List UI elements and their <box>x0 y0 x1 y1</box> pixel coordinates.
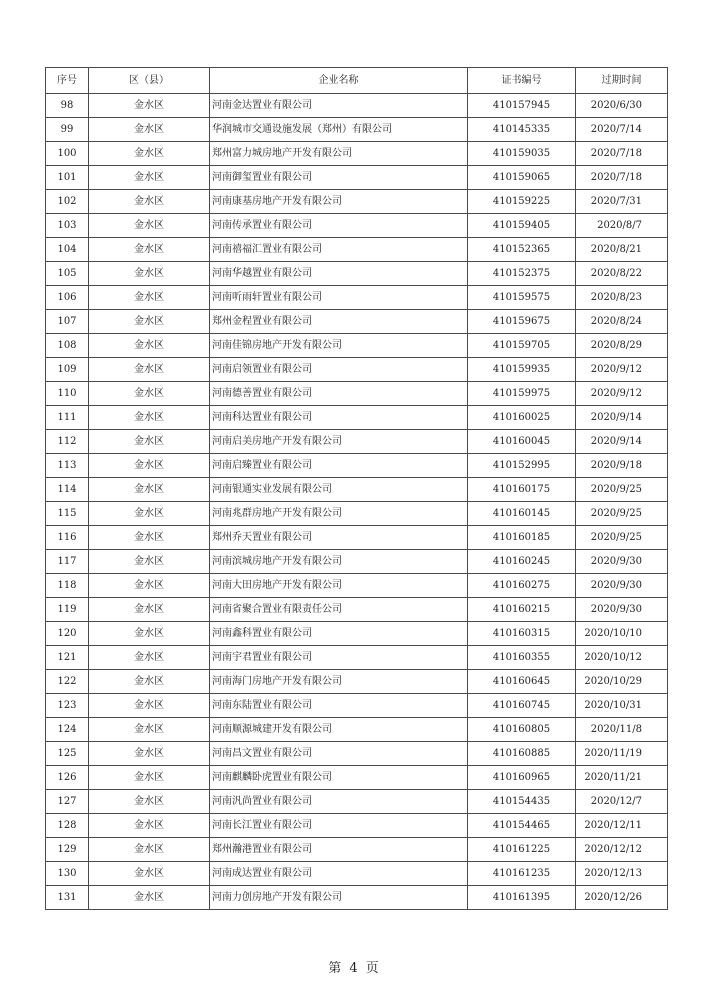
cell-seq: 131 <box>46 886 89 910</box>
cell-certificate-number: 410159705 <box>468 334 576 358</box>
cell-expiry-date: 2020/9/18 <box>576 454 668 478</box>
cell-expiry-date: 2020/10/29 <box>576 670 668 694</box>
cell-seq: 119 <box>46 598 89 622</box>
cell-certificate-number: 410152365 <box>468 238 576 262</box>
table-row <box>46 406 668 430</box>
cell-seq: 102 <box>46 190 89 214</box>
cell-seq: 118 <box>46 574 89 598</box>
cell-certificate-number: 410159065 <box>468 166 576 190</box>
cell-certificate-number: 410160315 <box>468 622 576 646</box>
header-company-name: 企业名称 <box>210 68 468 94</box>
cell-certificate-number: 410160145 <box>468 502 576 526</box>
cell-certificate-number: 410159675 <box>468 310 576 334</box>
cell-district: 金水区 <box>89 862 210 886</box>
cell-certificate-number: 410160965 <box>468 766 576 790</box>
cell-certificate-number: 410160275 <box>468 574 576 598</box>
cell-seq: 124 <box>46 718 89 742</box>
cell-company-name: 河南启美房地产开发有限公司 <box>210 430 468 454</box>
cell-seq: 110 <box>46 382 89 406</box>
cell-company-name: 河南麒麟卧虎置业有限公司 <box>210 766 468 790</box>
cell-seq: 114 <box>46 478 89 502</box>
cell-seq: 105 <box>46 262 89 286</box>
cell-district: 金水区 <box>89 670 210 694</box>
cell-certificate-number: 410161395 <box>468 886 576 910</box>
table-row <box>46 454 668 478</box>
cell-certificate-number: 410160175 <box>468 478 576 502</box>
cell-company-name: 河南传承置业有限公司 <box>210 214 468 238</box>
cell-district: 金水区 <box>89 502 210 526</box>
cell-certificate-number: 410159035 <box>468 142 576 166</box>
cell-company-name: 河南力创房地产开发有限公司 <box>210 886 468 910</box>
cell-company-name: 河南金达置业有限公司 <box>210 94 468 118</box>
table-row <box>46 646 668 670</box>
cell-certificate-number: 410160645 <box>468 670 576 694</box>
cell-seq: 98 <box>46 94 89 118</box>
cell-company-name: 河南宇君置业有限公司 <box>210 646 468 670</box>
cell-seq: 103 <box>46 214 89 238</box>
cell-expiry-date: 2020/12/12 <box>576 838 668 862</box>
cell-expiry-date: 2020/9/30 <box>576 550 668 574</box>
cell-seq: 108 <box>46 334 89 358</box>
cell-company-name: 河南成达置业有限公司 <box>210 862 468 886</box>
cell-district: 金水区 <box>89 430 210 454</box>
cell-certificate-number: 410160885 <box>468 742 576 766</box>
cell-expiry-date: 2020/10/12 <box>576 646 668 670</box>
cell-district: 金水区 <box>89 838 210 862</box>
cell-district: 金水区 <box>89 550 210 574</box>
cell-company-name: 河南东陆置业有限公司 <box>210 694 468 718</box>
cell-expiry-date: 2020/8/23 <box>576 286 668 310</box>
cell-seq: 104 <box>46 238 89 262</box>
cell-seq: 109 <box>46 358 89 382</box>
table-row <box>46 94 668 118</box>
cell-certificate-number: 410160025 <box>468 406 576 430</box>
cell-district: 金水区 <box>89 190 210 214</box>
table-row <box>46 430 668 454</box>
cell-company-name: 河南御玺置业有限公司 <box>210 166 468 190</box>
table-row <box>46 526 668 550</box>
cell-expiry-date: 2020/9/30 <box>576 574 668 598</box>
cell-certificate-number: 410160185 <box>468 526 576 550</box>
cell-certificate-number: 410159975 <box>468 382 576 406</box>
table-row <box>46 670 668 694</box>
cell-expiry-date: 2020/12/11 <box>576 814 668 838</box>
cell-district: 金水区 <box>89 334 210 358</box>
cell-expiry-date: 2020/11/21 <box>576 766 668 790</box>
cell-district: 金水区 <box>89 358 210 382</box>
cell-seq: 115 <box>46 502 89 526</box>
cell-expiry-date: 2020/12/7 <box>576 790 668 814</box>
cell-district: 金水区 <box>89 742 210 766</box>
page-number: 4 <box>349 961 358 976</box>
cell-certificate-number: 410161225 <box>468 838 576 862</box>
table-row <box>46 478 668 502</box>
cell-company-name: 河南华越置业有限公司 <box>210 262 468 286</box>
cell-district: 金水区 <box>89 406 210 430</box>
table-row <box>46 334 668 358</box>
cell-expiry-date: 2020/9/25 <box>576 502 668 526</box>
table-row <box>46 190 668 214</box>
cell-district: 金水区 <box>89 646 210 670</box>
cell-seq: 117 <box>46 550 89 574</box>
cell-company-name: 河南滨城房地产开发有限公司 <box>210 550 468 574</box>
table-row <box>46 214 668 238</box>
cell-company-name: 河南兆群房地产开发有限公司 <box>210 502 468 526</box>
cell-expiry-date: 2020/9/14 <box>576 406 668 430</box>
table-row <box>46 814 668 838</box>
cell-expiry-date: 2020/7/31 <box>576 190 668 214</box>
cell-expiry-date: 2020/7/18 <box>576 166 668 190</box>
cell-company-name: 郑州金程置业有限公司 <box>210 310 468 334</box>
cell-certificate-number: 410159575 <box>468 286 576 310</box>
registration-table <box>45 67 668 910</box>
cell-company-name: 郑州瀚港置业有限公司 <box>210 838 468 862</box>
cell-expiry-date: 2020/9/25 <box>576 526 668 550</box>
table-row <box>46 718 668 742</box>
cell-expiry-date: 2020/9/25 <box>576 478 668 502</box>
table-row <box>46 550 668 574</box>
cell-company-name: 河南海门房地产开发有限公司 <box>210 670 468 694</box>
cell-seq: 112 <box>46 430 89 454</box>
cell-expiry-date: 2020/8/21 <box>576 238 668 262</box>
cell-company-name: 河南德善置业有限公司 <box>210 382 468 406</box>
cell-district: 金水区 <box>89 886 210 910</box>
cell-expiry-date: 2020/7/14 <box>576 118 668 142</box>
cell-company-name: 郑州富力城房地产开发有限公司 <box>210 142 468 166</box>
table-row <box>46 502 668 526</box>
table-row <box>46 118 668 142</box>
table-row <box>46 862 668 886</box>
cell-seq: 106 <box>46 286 89 310</box>
cell-seq: 128 <box>46 814 89 838</box>
cell-expiry-date: 2020/7/18 <box>576 142 668 166</box>
cell-expiry-date: 2020/8/24 <box>576 310 668 334</box>
table-row <box>46 838 668 862</box>
cell-company-name: 河南汎尚置业有限公司 <box>210 790 468 814</box>
cell-seq: 113 <box>46 454 89 478</box>
table-header <box>46 68 668 94</box>
table-row <box>46 142 668 166</box>
cell-company-name: 河南昌文置业有限公司 <box>210 742 468 766</box>
cell-seq: 127 <box>46 790 89 814</box>
cell-expiry-date: 2020/9/12 <box>576 358 668 382</box>
cell-district: 金水区 <box>89 382 210 406</box>
header-district: 区（县） <box>89 68 210 94</box>
cell-seq: 107 <box>46 310 89 334</box>
cell-expiry-date: 2020/10/31 <box>576 694 668 718</box>
cell-company-name: 河南禧福汇置业有限公司 <box>210 238 468 262</box>
cell-certificate-number: 410159225 <box>468 190 576 214</box>
cell-expiry-date: 2020/9/30 <box>576 598 668 622</box>
cell-seq: 126 <box>46 766 89 790</box>
cell-company-name: 河南科达置业有限公司 <box>210 406 468 430</box>
cell-company-name: 河南银通实业发展有限公司 <box>210 478 468 502</box>
cell-company-name: 河南启领置业有限公司 <box>210 358 468 382</box>
cell-certificate-number: 410157945 <box>468 94 576 118</box>
cell-expiry-date: 2020/10/10 <box>576 622 668 646</box>
page-footer <box>0 957 707 976</box>
cell-expiry-date: 2020/9/14 <box>576 430 668 454</box>
cell-expiry-date: 2020/11/19 <box>576 742 668 766</box>
header-seq: 序号 <box>46 68 89 94</box>
cell-expiry-date: 2020/6/30 <box>576 94 668 118</box>
cell-certificate-number: 410160745 <box>468 694 576 718</box>
cell-seq: 122 <box>46 670 89 694</box>
cell-expiry-date: 2020/8/29 <box>576 334 668 358</box>
cell-certificate-number: 410145335 <box>468 118 576 142</box>
cell-expiry-date: 2020/8/7 <box>576 214 668 238</box>
cell-seq: 120 <box>46 622 89 646</box>
table-row <box>46 310 668 334</box>
cell-district: 金水区 <box>89 790 210 814</box>
cell-company-name: 华润城市交通设施发展（郑州）有限公司 <box>210 118 468 142</box>
cell-district: 金水区 <box>89 214 210 238</box>
cell-district: 金水区 <box>89 310 210 334</box>
cell-district: 金水区 <box>89 574 210 598</box>
table-row <box>46 286 668 310</box>
cell-district: 金水区 <box>89 766 210 790</box>
cell-seq: 99 <box>46 118 89 142</box>
cell-company-name: 河南长江置业有限公司 <box>210 814 468 838</box>
cell-expiry-date: 2020/12/13 <box>576 862 668 886</box>
cell-district: 金水区 <box>89 262 210 286</box>
page-label-suffix: 页 <box>365 961 379 976</box>
cell-certificate-number: 410161235 <box>468 862 576 886</box>
cell-company-name: 河南康基房地产开发有限公司 <box>210 190 468 214</box>
cell-district: 金水区 <box>89 478 210 502</box>
cell-district: 金水区 <box>89 718 210 742</box>
cell-seq: 101 <box>46 166 89 190</box>
table-row <box>46 166 668 190</box>
table-row <box>46 358 668 382</box>
cell-district: 金水区 <box>89 166 210 190</box>
cell-certificate-number: 410160215 <box>468 598 576 622</box>
header-row <box>46 68 668 94</box>
cell-district: 金水区 <box>89 238 210 262</box>
cell-seq: 125 <box>46 742 89 766</box>
cell-company-name: 河南听雨轩置业有限公司 <box>210 286 468 310</box>
cell-certificate-number: 410152995 <box>468 454 576 478</box>
cell-seq: 121 <box>46 646 89 670</box>
table-row <box>46 262 668 286</box>
cell-district: 金水区 <box>89 694 210 718</box>
header-expiry-date: 过期时间 <box>576 68 668 94</box>
cell-company-name: 河南大田房地产开发有限公司 <box>210 574 468 598</box>
cell-district: 金水区 <box>89 814 210 838</box>
cell-district: 金水区 <box>89 454 210 478</box>
cell-certificate-number: 410159405 <box>468 214 576 238</box>
cell-company-name: 河南顺源城建开发有限公司 <box>210 718 468 742</box>
cell-expiry-date: 2020/8/22 <box>576 262 668 286</box>
cell-seq: 116 <box>46 526 89 550</box>
cell-company-name: 河南省聚合置业有限责任公司 <box>210 598 468 622</box>
cell-district: 金水区 <box>89 94 210 118</box>
cell-expiry-date: 2020/11/8 <box>576 718 668 742</box>
cell-certificate-number: 410160245 <box>468 550 576 574</box>
cell-company-name: 河南佳锦房地产开发有限公司 <box>210 334 468 358</box>
table-row <box>46 382 668 406</box>
table-row <box>46 238 668 262</box>
cell-certificate-number: 410160045 <box>468 430 576 454</box>
cell-seq: 111 <box>46 406 89 430</box>
cell-district: 金水区 <box>89 622 210 646</box>
cell-district: 金水区 <box>89 286 210 310</box>
cell-certificate-number: 410160355 <box>468 646 576 670</box>
cell-company-name: 河南启臻置业有限公司 <box>210 454 468 478</box>
cell-expiry-date: 2020/12/26 <box>576 886 668 910</box>
table-row <box>46 886 668 910</box>
table-row <box>46 742 668 766</box>
page-label-prefix: 第 <box>328 961 342 976</box>
cell-certificate-number: 410154465 <box>468 814 576 838</box>
cell-district: 金水区 <box>89 142 210 166</box>
cell-certificate-number: 410160805 <box>468 718 576 742</box>
table-body <box>46 94 668 910</box>
cell-certificate-number: 410152375 <box>468 262 576 286</box>
table-row <box>46 622 668 646</box>
cell-seq: 100 <box>46 142 89 166</box>
cell-district: 金水区 <box>89 118 210 142</box>
table-row <box>46 694 668 718</box>
cell-company-name: 河南鑫科置业有限公司 <box>210 622 468 646</box>
table-row <box>46 598 668 622</box>
cell-district: 金水区 <box>89 526 210 550</box>
cell-company-name: 郑州乔天置业有限公司 <box>210 526 468 550</box>
table-row <box>46 766 668 790</box>
cell-seq: 123 <box>46 694 89 718</box>
cell-seq: 130 <box>46 862 89 886</box>
header-certificate-number: 证书编号 <box>468 68 576 94</box>
table-row <box>46 790 668 814</box>
cell-district: 金水区 <box>89 598 210 622</box>
cell-certificate-number: 410159935 <box>468 358 576 382</box>
cell-expiry-date: 2020/9/12 <box>576 382 668 406</box>
cell-certificate-number: 410154435 <box>468 790 576 814</box>
cell-seq: 129 <box>46 838 89 862</box>
table-row <box>46 574 668 598</box>
